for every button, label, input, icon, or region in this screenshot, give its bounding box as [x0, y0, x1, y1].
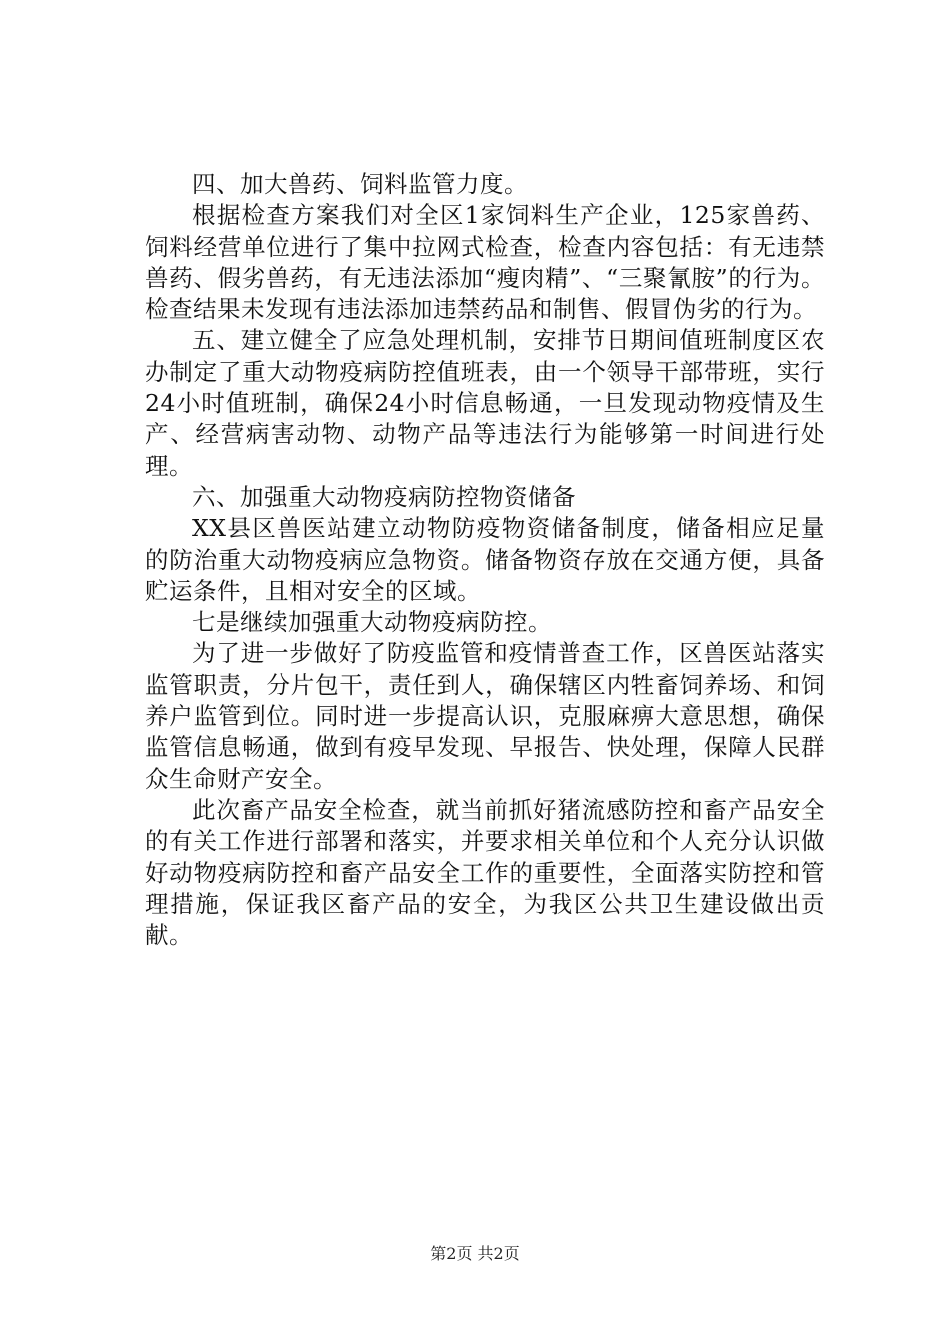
paragraph-supervision: 为了进一步做好了防疫监管和疫情普查工作，区兽医站落实监管职责，分片包干，责任到人，确保辖区内牲畜饲养场、和饲养户监管到位。同时进一步提高认识，克服麻痹大意思想，确保监管信息畅通，做到有疫早发现、早报告、快处理，保障人民群众生命财产安全。: [145, 639, 825, 793]
section-heading-7: 七是继续加强重大动物疫病防控。: [192, 608, 552, 637]
page-number-footer: 第2页 共2页: [430, 1244, 520, 1263]
section-heading-6: 六、加强重大动物疫病防控物资储备: [192, 482, 576, 511]
paragraph-inspection: 根据检查方案我们对全区1家饲料生产企业，125家兽药、饲料经营单位进行了集中拉网式检查，检查内容包括：有无违禁兽药、假劣兽药，有无违法添加“瘦肉精”、“三聚氰胺”的行为。检查结果未发现有违法添加违禁药品和制售、假冒伪劣的行为。: [145, 201, 825, 324]
paragraph-conclusion: 此次畜产品安全检查，就当前抓好猪流感防控和畜产品安全的有关工作进行部署和落实，并要求相关单位和个人充分认识做好动物疫病防控和畜产品安全工作的重要性，全面落实防控和管理措施，保证我区畜产品的安全，为我区公共卫生建设做出贡献。: [145, 795, 825, 950]
paragraph-reserves: XX县区兽医站建立动物防疫物资储备制度，储备相应足量的防治重大动物疫病应急物资。储备物资存放在交通方便，具备贮运条件，且相对安全的区域。: [145, 514, 825, 605]
document-body: [145, 169, 825, 951]
section-heading-4: 四、加大兽药、饲料监管力度。: [192, 170, 528, 198]
section-heading-5: 五、建立健全了应急处理机制，安排节日期间值班制度区农办制定了重大动物疫病防控值班表，由一个领导干部带班，实行24小时值班制，确保24小时信息畅通，一旦发现动物疫情及生产、经营病害动物、动物产品等违法行为能够第一时间进行处理。: [145, 326, 825, 480]
